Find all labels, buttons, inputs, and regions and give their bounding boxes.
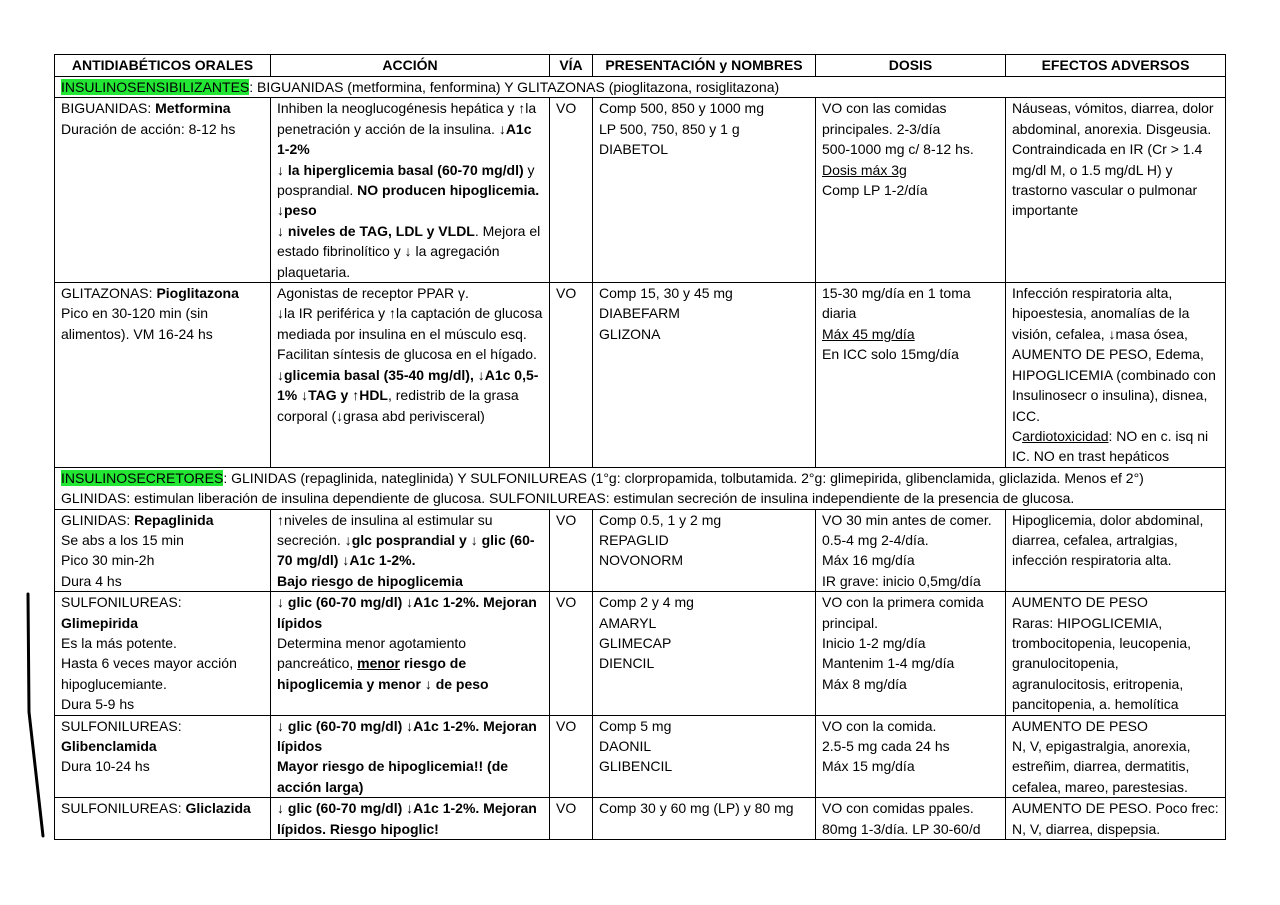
drug-name: Repaglinida: [134, 511, 214, 528]
presentation-cell: Comp 15, 30 y 45 mg DIABEFARM GLIZONA: [593, 283, 816, 468]
drug-detail: Duración de acción: 8-12 hs: [61, 120, 236, 137]
drug-detail: Pico en 30-120 min (sin alimentos). VM 16-24 hs: [61, 305, 213, 342]
section-text: : BIGUANIDAS (metformina, fenformina) Y GLITAZONAS (pioglitazona, rosiglitazona): [249, 79, 780, 95]
header-route: VÍA: [550, 55, 593, 77]
action-cell: ↓ glic (60-70 mg/dl) ↓A1c 1-2%. Mejoran lípidos Determina menor agotamiento pancreático, menor riesgo de hipoglicemia y menor ↓ de peso: [271, 592, 550, 715]
table-row: [55, 509, 1226, 592]
route-cell: VO: [550, 715, 593, 798]
header-drug: ANTIDIABÉTICOS ORALES: [55, 55, 271, 77]
action-cell: ↑niveles de insulina al estimular su secreción. ↓glc posprandial y ↓ glic (60-70 mg/dl) ↓A1c 1-2%. Bajo riesgo de hipoglicemia: [271, 509, 550, 592]
table-row: [55, 715, 1226, 798]
presentation-cell: Comp 30 y 60 mg (LP) y 80 mg: [593, 798, 816, 840]
drug-class: GLITAZONAS:: [61, 285, 157, 302]
presentation-cell: Comp 500, 850 y 1000 mg LP 500, 750, 850 y 1 g DIABETOL: [593, 98, 816, 283]
header-adverse-effects: EFECTOS ADVERSOS: [1006, 55, 1226, 77]
drug-class: SULFONILUREAS:: [61, 800, 186, 817]
route-cell: VO: [550, 509, 593, 592]
section-insulinosensibilizantes: [55, 77, 1226, 98]
table-row: [55, 592, 1226, 715]
adverse-cell: Náuseas, vómitos, diarrea, dolor abdominal, anorexia. Disgeusia. Contraindicada en IR (Cr > 1.4 mg/dl M, o 1.5 mg/dL H) y trastorno vascular o pulmonar importante: [1006, 98, 1226, 283]
adverse-cell: AUMENTO DE PESO. Poco frec: N, V, diarrea, dispepsia.: [1006, 798, 1226, 840]
adverse-cell: Infección respiratoria alta, hipoestesia, anomalías de la visión, cefalea, ↓masa ósea, AUMENTO DE PESO, Edema, HIPOGLICEMIA (combinado con Insulinosecr o insulina), disnea, ICC. Cardiotoxicidad: NO en c. isq ni IC. NO en trast hepáticos: [1006, 283, 1226, 468]
presentation-cell: Comp 0.5, 1 y 2 mg REPAGLID NOVONORM: [593, 509, 816, 592]
header-dose: DOSIS: [816, 55, 1006, 77]
drug-cell: SULFONILUREAS: Glimepirida Es la más potente. Hasta 6 veces mayor acción hipoglucemiante. Dura 5-9 hs: [55, 592, 271, 715]
dose-cell: VO 30 min antes de comer. 0.5-4 mg 2-4/día. Máx 16 mg/día IR grave: inicio 0,5mg/día: [816, 509, 1006, 592]
dose-cell: 15-30 mg/día en 1 toma diaria Máx 45 mg/día En ICC solo 15mg/día: [816, 283, 1006, 468]
antidiabetics-table: [54, 54, 1226, 840]
route-cell: VO: [550, 98, 593, 283]
drug-name: Pioglitazona: [156, 285, 239, 302]
dose-cell: VO con la primera comida principal. Inicio 1-2 mg/día Mantenim 1-4 mg/día Máx 8 mg/día: [816, 592, 1006, 715]
drug-cell: GLINIDAS: Repaglinida Se abs a los 15 min Pico 30 min-2h Dura 4 hs: [55, 509, 271, 592]
section-subtext: GLINIDAS: estimulan liberación de insulina dependiente de glucosa. SULFONILUREAS: estimulan secreción de insulina independiente de la presencia de glucosa.: [61, 490, 1075, 507]
section-highlight: INSULINOSECRETORES: [61, 469, 224, 486]
presentation-cell: Comp 5 mg DAONIL GLIBENCIL: [593, 715, 816, 798]
action-cell: Inhiben la neoglucogénesis hepática y ↑la penetración y acción de la insulina. ↓A1c 1-2% ↓ la hiperglicemia basal (60-70 mg/dl) y posprandial. NO producen hipoglicemia. ↓peso ↓ niveles de TAG, LDL y VLDL. Mejora el estado fibrinolítico y ↓ la agregación plaquetaria.: [271, 98, 550, 283]
header-presentation: PRESENTACIÓN y NOMBRES: [593, 55, 816, 77]
drug-name: Glimepirida: [61, 614, 139, 631]
action-cell: Agonistas de receptor PPAR γ. ↓la IR periférica y ↑la captación de glucosa mediada por insulina en el músculo esq. Facilitan síntesis de glucosa en el hígado. ↓glicemia basal (35-40 mg/dl), ↓A1c 0,5-1% ↓TAG y ↑HDL, redistrib de la grasa corporal (↓grasa abd perivisceral): [271, 283, 550, 468]
header-row: [55, 55, 1226, 77]
action-cell: ↓ glic (60-70 mg/dl) ↓A1c 1-2%. Mejoran lípidos. Riesgo hipoglic!: [271, 798, 550, 840]
table-row: [55, 283, 1226, 468]
route-cell: VO: [550, 592, 593, 715]
action-cell: ↓ glic (60-70 mg/dl) ↓A1c 1-2%. Mejoran lípidos Mayor riesgo de hipoglicemia!! (de acción larga): [271, 715, 550, 798]
drug-name: Glibenclamida: [61, 738, 157, 754]
drug-cell: SULFONILUREAS: Glibenclamida Dura 10-24 hs: [55, 715, 271, 798]
adverse-cell: AUMENTO DE PESO N, V, epigastralgia, anorexia, estreñim, diarrea, dermatitis, cefalea, mareo, parestesias.: [1006, 715, 1226, 798]
section-insulinosecretores: [55, 467, 1226, 509]
drug-name: Gliclazida: [185, 800, 251, 817]
drug-cell: [55, 283, 271, 468]
dose-cell: VO con la comida. 2.5-5 mg cada 24 hs Máx 15 mg/día: [816, 715, 1006, 798]
section-highlight: INSULINOSENSIBILIZANTES: [61, 79, 250, 95]
drug-cell: [55, 798, 271, 840]
dose-cell: VO con comidas ppales. 80mg 1-3/día. LP 30-60/d: [816, 798, 1006, 840]
presentation-cell: Comp 2 y 4 mg AMARYL GLIMECAP DIENCIL: [593, 592, 816, 715]
route-cell: VO: [550, 283, 593, 468]
adverse-cell: Hipoglicemia, dolor abdominal, diarrea, cefalea, artralgias, infección respiratoria alta.: [1006, 509, 1226, 592]
route-cell: VO: [550, 798, 593, 840]
dose-cell: VO con las comidas principales. 2-3/día 500-1000 mg c/ 8-12 hs. Dosis máx 3g Comp LP 1-2/día: [816, 98, 1006, 283]
drug-class: BIGUANIDAS:: [61, 100, 156, 117]
drug-class: SULFONILUREAS:: [61, 594, 182, 611]
section-text: : GLINIDAS (repaglinida, nateglinida) Y SULFONILUREAS (1°g: clorpropamida, tolbutamida. 2°g: glimepirida, glibenclamida, gliclazida. Menos ef 2°): [223, 469, 1144, 486]
margin-pen-mark: [26, 592, 48, 838]
drug-name: Metformina: [155, 100, 231, 117]
adverse-cell: AUMENTO DE PESO Raras: HIPOGLICEMIA, trombocitopenia, leucopenia, granulocitopenia, agranulocitosis, eritropenia, pancitopenia, a. hemolítica: [1006, 592, 1226, 715]
table-row: [55, 98, 1226, 283]
table-row: [55, 798, 1226, 840]
drug-class: GLINIDAS:: [61, 511, 135, 528]
header-action: ACCIÓN: [271, 55, 550, 77]
drug-class: SULFONILUREAS:: [61, 717, 182, 734]
drug-cell: [55, 98, 271, 283]
